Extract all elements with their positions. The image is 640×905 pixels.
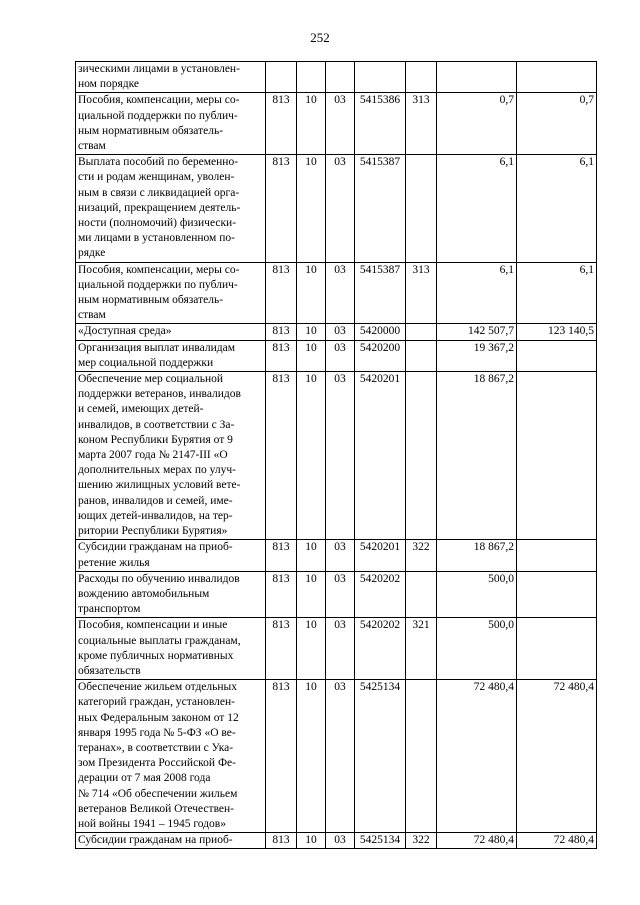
row-name: Расходы по обучению инвалидов вождению автомобильным транспортом (76, 571, 266, 618)
target-article-code: 5415387 (355, 155, 406, 262)
table-row (76, 324, 597, 340)
target-article-code: 5415387 (355, 262, 406, 324)
target-article-code (355, 62, 406, 93)
amount-first: 72 480,4 (437, 833, 517, 849)
section-code: 10 (297, 93, 326, 155)
amount-first: 18 867,2 (437, 372, 517, 540)
table-row (76, 93, 597, 155)
amount-second: 6,1 (517, 262, 597, 324)
row-name: зическими лицами в установлен- ном порядке (76, 62, 266, 93)
ved-code: 813 (266, 833, 297, 849)
target-article-code: 5420202 (355, 571, 406, 618)
amount-first (437, 62, 517, 93)
ved-code: 813 (266, 680, 297, 833)
subsection-code (326, 62, 355, 93)
amount-second: 123 140,5 (517, 324, 597, 340)
ved-code (266, 62, 297, 93)
table-row (76, 571, 597, 618)
subsection-code: 03 (326, 680, 355, 833)
row-name: Обеспечение мер социальной поддержки ветеранов, инвалидов и семей, имеющих детей- инвалидов, в соответствии с За- коном Республики Бурятия от 9 марта 2007 года № 2147-III «О дополнительных мерах по улуч- шению жилищных условий вете- ранов, инвалидов и семей, име- ющих детей-инвалидов, на тер- ритории Республики Бурятия» (76, 372, 266, 540)
expense-type-code (406, 571, 437, 618)
section-code: 10 (297, 340, 326, 371)
expense-type-code: 322 (406, 540, 437, 571)
target-article-code: 5425134 (355, 833, 406, 849)
amount-first: 500,0 (437, 618, 517, 680)
row-name: Организация выплат инвалидам мер социальной поддержки (76, 340, 266, 371)
subsection-code: 03 (326, 571, 355, 618)
table-row (76, 262, 597, 324)
budget-table (75, 61, 597, 849)
expense-type-code (406, 155, 437, 262)
ved-code: 813 (266, 571, 297, 618)
section-code: 10 (297, 155, 326, 262)
table-row (76, 340, 597, 371)
ved-code: 813 (266, 93, 297, 155)
amount-first: 18 867,2 (437, 540, 517, 571)
subsection-code: 03 (326, 324, 355, 340)
target-article-code: 5420201 (355, 540, 406, 571)
target-article-code: 5415386 (355, 93, 406, 155)
row-name: Выплата пособий по беременно- сти и родам женщинам, уволен- ным в связи с ликвидацией орга- низаций, прекращением деятель- ности (полномочий) физически- ми лицами в установленном по- рядке (76, 155, 266, 262)
section-code: 10 (297, 833, 326, 849)
row-name: Субсидии гражданам на приоб- ретение жилья (76, 540, 266, 571)
amount-first: 72 480,4 (437, 680, 517, 833)
expense-type-code: 322 (406, 833, 437, 849)
table-row (76, 833, 597, 849)
expense-type-code: 313 (406, 262, 437, 324)
expense-type-code (406, 372, 437, 540)
ved-code: 813 (266, 155, 297, 262)
amount-second: 72 480,4 (517, 680, 597, 833)
subsection-code: 03 (326, 372, 355, 540)
target-article-code: 5420202 (355, 618, 406, 680)
amount-second (517, 372, 597, 540)
amount-first: 6,1 (437, 262, 517, 324)
subsection-code: 03 (326, 262, 355, 324)
section-code: 10 (297, 324, 326, 340)
expense-type-code: 313 (406, 93, 437, 155)
target-article-code: 5420201 (355, 372, 406, 540)
row-name: Пособия, компенсации, меры со- циальной поддержки по публич- ным нормативным обязатель- ствам (76, 262, 266, 324)
expense-type-code (406, 62, 437, 93)
subsection-code: 03 (326, 155, 355, 262)
subsection-code: 03 (326, 340, 355, 371)
ved-code: 813 (266, 262, 297, 324)
target-article-code: 5420000 (355, 324, 406, 340)
row-name: Пособия, компенсации, меры со- циальной поддержки по публич- ным нормативным обязатель- ствам (76, 93, 266, 155)
expense-type-code (406, 340, 437, 371)
table-row (76, 618, 597, 680)
amount-second: 0,7 (517, 93, 597, 155)
section-code: 10 (297, 618, 326, 680)
row-name: Обеспечение жильем отдельных категорий граждан, установлен- ных Федеральным законом от 12 января 1995 года № 5-ФЗ «О ве- теранах», в соответствии с Ука- зом Президента Российской Фе- дерации от 7 мая 2008 года № 714 «Об обеспечении жильем ветеранов Великой Отечествен- ной войны 1941 – 1945 годов» (76, 680, 266, 833)
section-code: 10 (297, 571, 326, 618)
expense-type-code (406, 324, 437, 340)
ved-code: 813 (266, 540, 297, 571)
table-row (76, 680, 597, 833)
section-code: 10 (297, 540, 326, 571)
amount-second (517, 62, 597, 93)
amount-second: 6,1 (517, 155, 597, 262)
amount-first: 6,1 (437, 155, 517, 262)
table-row (76, 155, 597, 262)
subsection-code: 03 (326, 93, 355, 155)
section-code: 10 (297, 372, 326, 540)
subsection-code: 03 (326, 540, 355, 571)
expense-type-code (406, 680, 437, 833)
row-name: Пособия, компенсации и иные социальные выплаты гражданам, кроме публичных нормативных обязательств (76, 618, 266, 680)
row-name: «Доступная среда» (76, 324, 266, 340)
amount-second (517, 618, 597, 680)
section-code (297, 62, 326, 93)
target-article-code: 5425134 (355, 680, 406, 833)
page-number: 252 (310, 30, 330, 45)
amount-first: 0,7 (437, 93, 517, 155)
ved-code: 813 (266, 324, 297, 340)
table-row (76, 62, 597, 93)
ved-code: 813 (266, 618, 297, 680)
section-code: 10 (297, 262, 326, 324)
row-name: Субсидии гражданам на приоб- (76, 833, 266, 849)
section-code: 10 (297, 680, 326, 833)
ved-code: 813 (266, 340, 297, 371)
target-article-code: 5420200 (355, 340, 406, 371)
amount-second: 72 480,4 (517, 833, 597, 849)
amount-first: 19 367,2 (437, 340, 517, 371)
ved-code: 813 (266, 372, 297, 540)
table-row (76, 372, 597, 540)
amount-second (517, 340, 597, 371)
table-row (76, 540, 597, 571)
expense-type-code: 321 (406, 618, 437, 680)
amount-second (517, 571, 597, 618)
subsection-code: 03 (326, 833, 355, 849)
amount-first: 500,0 (437, 571, 517, 618)
amount-first: 142 507,7 (437, 324, 517, 340)
amount-second (517, 540, 597, 571)
subsection-code: 03 (326, 618, 355, 680)
